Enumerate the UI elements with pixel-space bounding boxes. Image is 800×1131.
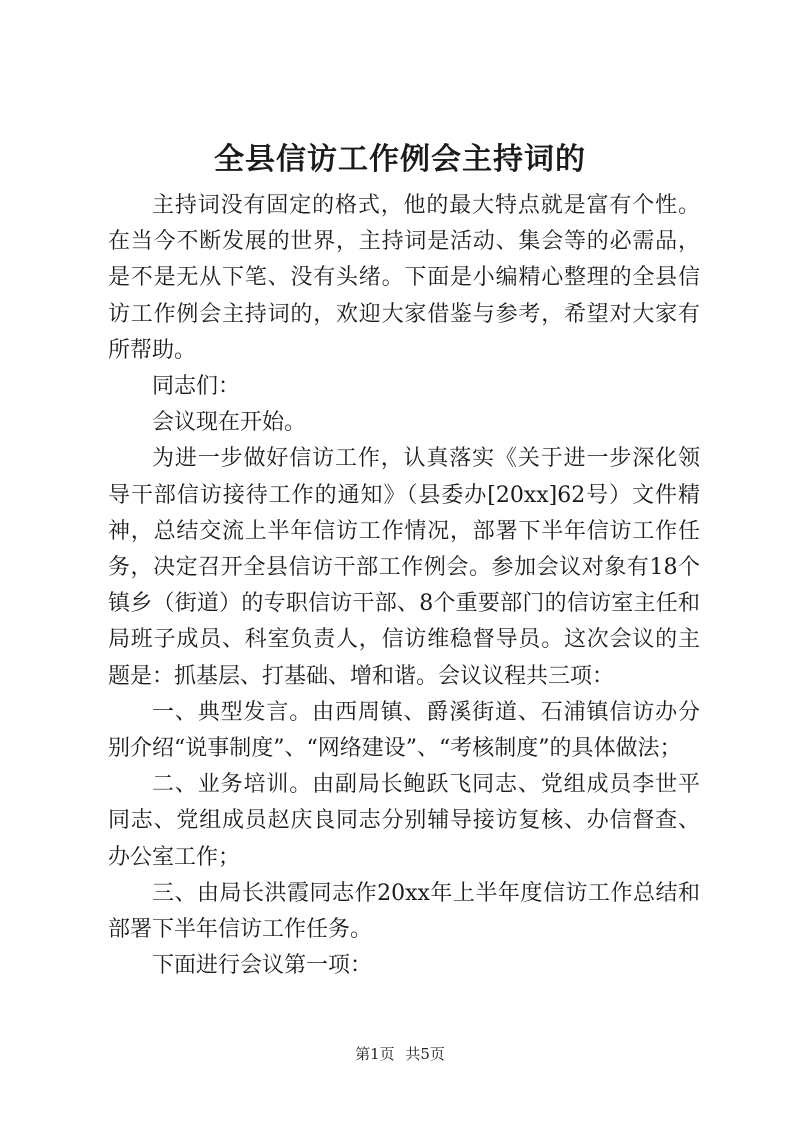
page-total: 共5页 xyxy=(405,1045,445,1063)
paragraph-intro: 主持词没有固定的格式，他的最大特点就是富有个性。在当今不断发展的世界，主持词是活动、集会等的必需品，是不是无从下笔、没有头绪。下面是小编精心整理的全县信访工作例会主持词的，欢迎大家借鉴与参考，希望对大家有所帮助。 xyxy=(108,193,700,363)
paragraph-next-item: 下面进行会议第一项： xyxy=(152,953,373,979)
page-number: 第1页 xyxy=(355,1045,395,1063)
document-body xyxy=(108,188,700,984)
paragraph-agenda-item-2: 二、业务培训。由副局长鲍跃飞同志、党组成员李世平同志、党组成员赵庆良同志分别辅导接访复核、办信督查、办公室工作； xyxy=(108,772,700,870)
document-title: 全县信访工作例会主持词的 xyxy=(214,142,586,177)
page-footer xyxy=(0,1044,800,1064)
paragraph-greeting: 同志们： xyxy=(152,374,241,400)
paragraph-agenda-item-3: 三、由局长洪霞同志作20xx年上半年度信访工作总结和部署下半年信访工作任务。 xyxy=(108,880,700,943)
paragraph-purpose: 为进一步做好信访工作，认真落实《关于进一步深化领导干部信访接待工作的通知》（县委办[20xx]62号）文件精神，总结交流上半年信访工作情况，部署下半年信访工作任务，决定召开全县信访干部工作例会。参加会议对象有18个镇乡（街道）的专职信访干部、8个重要部门的信访室主任和局班子成员、科室负责人，信访维稳督导员。这次会议的主题是：抓基层、打基础、增和谐。会议议程共三项： xyxy=(108,446,700,689)
paragraph-opening: 会议现在开始。 xyxy=(152,410,307,436)
paragraph-agenda-item-1: 一、典型发言。由西周镇、爵溪街道、石浦镇信访办分别介绍“说事制度”、“网络建设”、“考核制度”的具体做法； xyxy=(108,699,700,762)
